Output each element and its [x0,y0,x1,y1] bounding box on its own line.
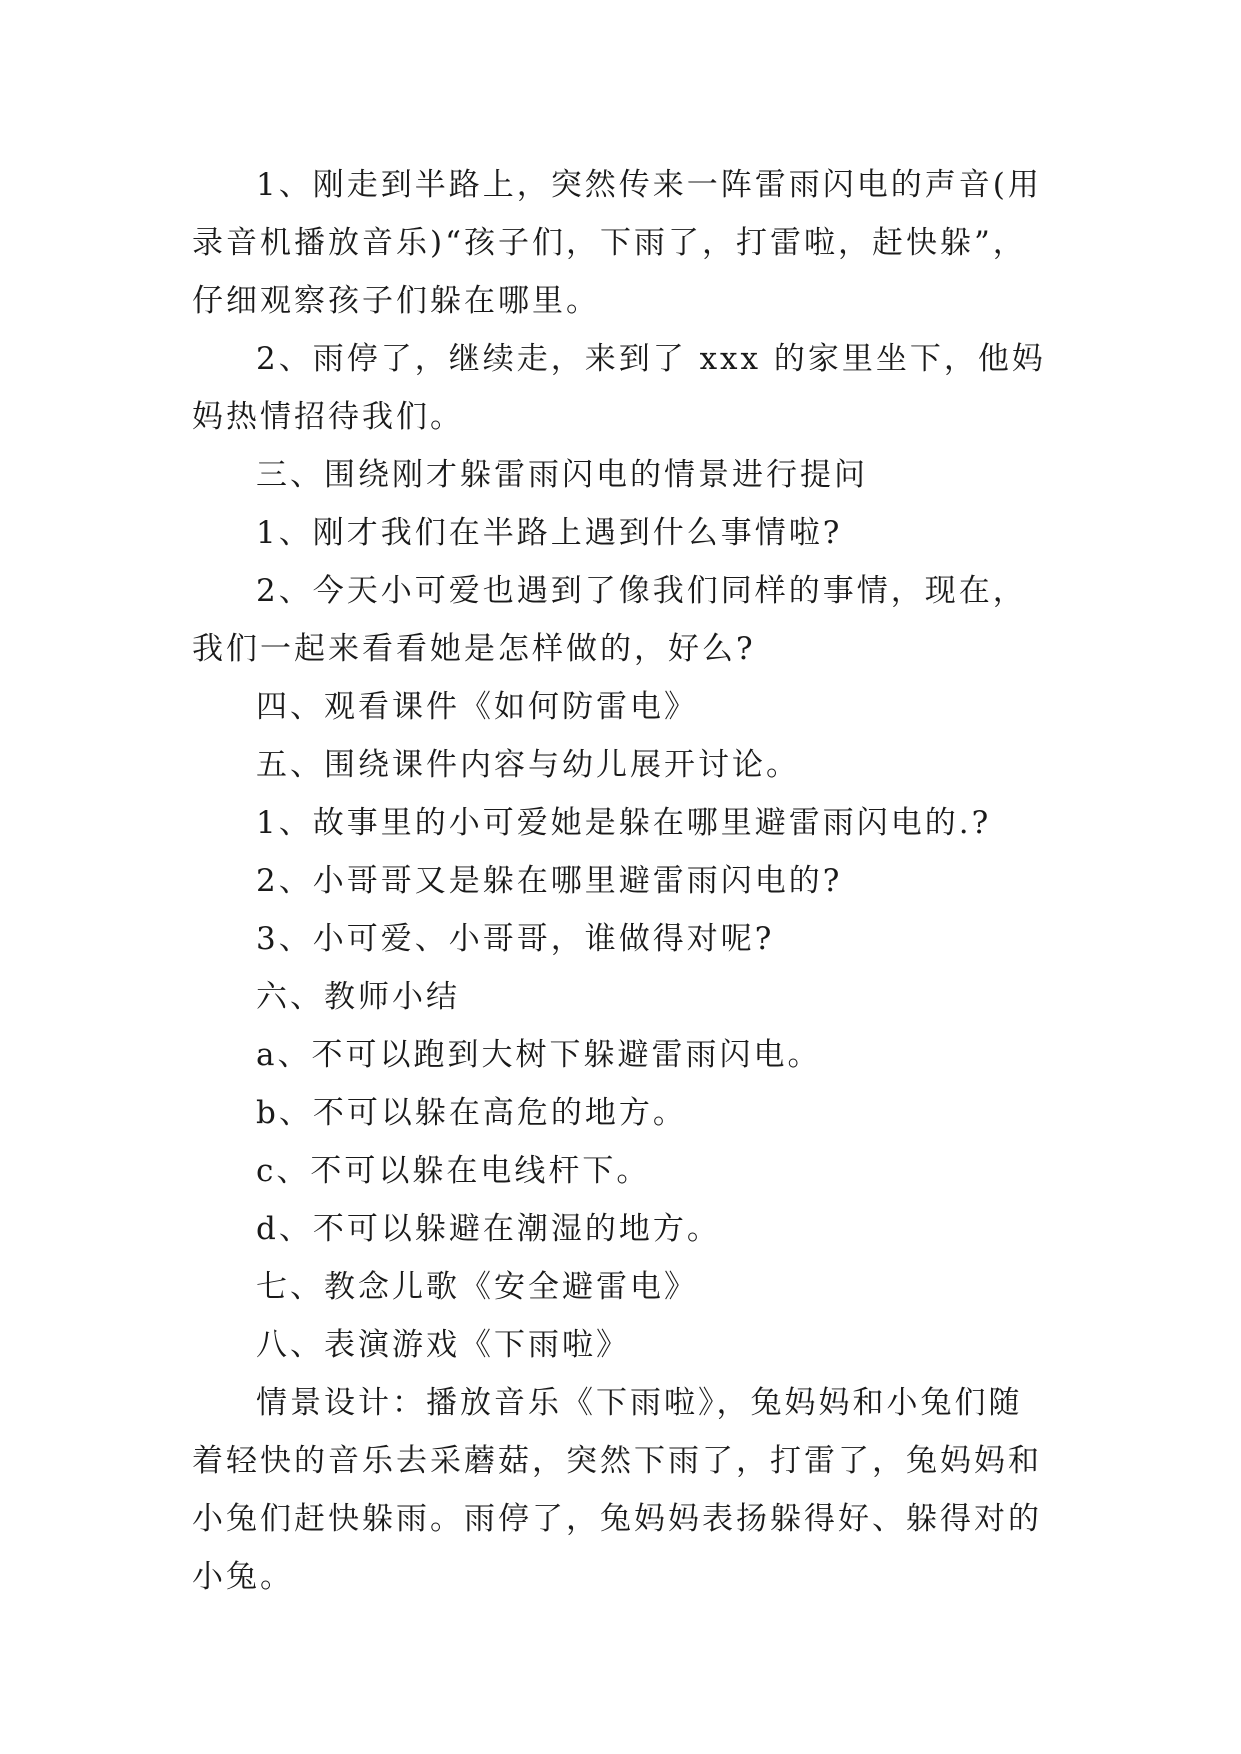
paragraph-rain-stopped: 2、雨停了，继续走，来到了 xxx 的家里坐下，他妈妈热情招待我们。 [192,341,1046,435]
discussion-item-3: 3、小可爱、小哥哥，谁做得对呢? [256,921,775,957]
question-2: 2、今天小可爱也遇到了像我们同样的事情，现在，我们一起来看看她是怎样做的，好么? [192,573,1027,667]
section-heading-3: 三、围绕刚才躲雷雨闪电的情景进行提问 [256,457,868,493]
section-heading-5: 五、围绕课件内容与幼儿展开讨论。 [256,747,800,783]
paragraph-thunder-sound: 1、刚走到半路上，突然传来一阵雷雨闪电的声音(用录音机播放音乐)“孩子们，下雨了，打雷啦，赶快躲”，仔细观察孩子们躲在哪里。 [192,167,1042,319]
summary-item-d: d、不可以躲避在潮湿的地方。 [256,1211,721,1247]
summary-item-b: b、不可以躲在高危的地方。 [256,1095,687,1131]
section-heading-4: 四、观看课件《如何防雷电》 [256,689,698,725]
summary-item-c: c、不可以躲在电线杆下。 [256,1153,651,1189]
document-body [192,156,1052,1606]
section-heading-8: 八、表演游戏《下雨啦》 [256,1327,630,1363]
summary-item-a: a、不可以跑到大树下躲避雷雨闪电。 [256,1037,822,1073]
scene-design-paragraph: 情景设计：播放音乐《下雨啦》，兔妈妈和小兔们随着轻快的音乐去采蘑菇，突然下雨了，打雷了，兔妈妈和小兔们赶快躲雨。雨停了，兔妈妈表扬躲得好、躲得对的小兔。 [192,1385,1042,1595]
section-heading-6: 六、教师小结 [256,979,460,1015]
section-heading-7: 七、教念儿歌《安全避雷电》 [256,1269,698,1305]
discussion-item-2: 2、小哥哥又是躲在哪里避雷雨闪电的? [256,863,843,899]
question-1: 1、刚才我们在半路上遇到什么事情啦? [256,515,843,551]
discussion-item-1: 1、故事里的小可爱她是躲在哪里避雷雨闪电的.? [256,805,992,841]
